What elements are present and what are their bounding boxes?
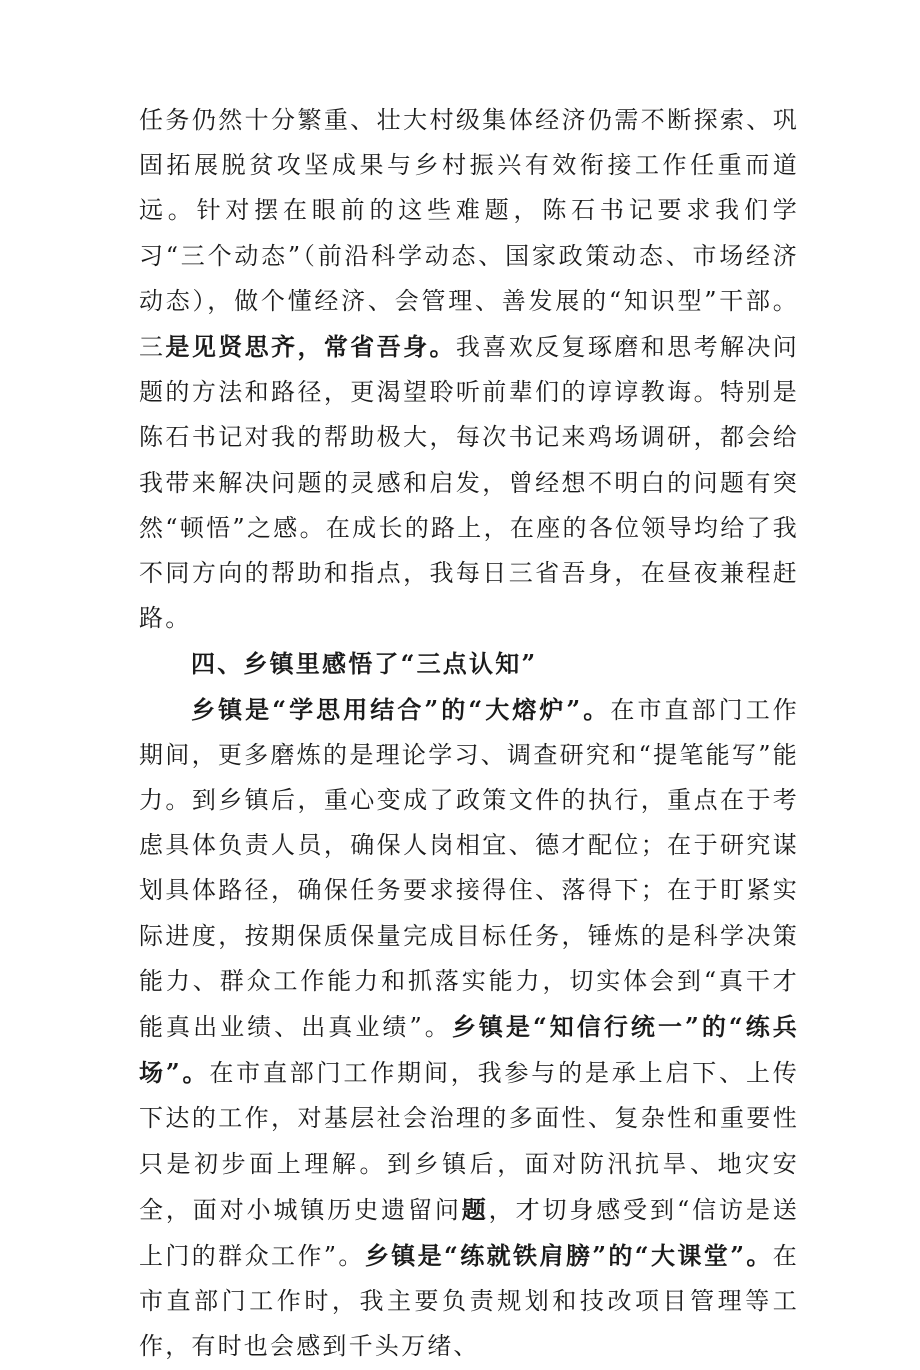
bold-text-run: 乡镇是“知信行统一”的“练兵场”。 <box>139 1012 800 1088</box>
bold-text-run: 是见贤思齐，常省吾身。 <box>165 332 456 362</box>
bold-text-run: 乡镇是“学思用结合”的“大熔炉”。 <box>191 694 611 724</box>
text-run: 在市直部门工作期间，我参与的是承上启下、上传下达的工作，对基层社会治理的多面性、复杂性和重要性只是初步面上理解。到乡镇后，面对防汛抗旱、地灾安全，面对小城镇历史遗留问 <box>139 1059 799 1224</box>
paragraph-three-insights <box>139 687 799 1370</box>
bold-text-run: 乡镇是“练就铁肩膀”的“大课堂”。 <box>364 1241 773 1271</box>
text-run: 任务仍然十分繁重、壮大村级集体经济仍需不断探索、巩固拓展脱贫攻坚成果与乡村振兴有效衔接工作任重而道远。针对摆在眼前的这些难题，陈石书记要求我们学习“三个动态”（前沿科学动态、国家政策动态、市场经济动态），做个懂经济、会管理、善发展的“知识型”干部。三 <box>139 106 799 362</box>
bold-text-run: 题 <box>461 1194 489 1224</box>
text-run: 我喜欢反复琢磨和思考解决问题的方法和路径，更渴望聆听前辈们的谆谆教诲。特别是陈石书记对我的帮助极大，每次书记来鸡场调研，都会给我带来解决问题的灵感和启发，曾经想不明白的问题有突然“顿悟”之感。在成长的路上，在座的各位领导均给了我不同方向的帮助和指点，我每日三省吾身，在昼夜兼程赶路。 <box>139 333 799 633</box>
section-heading: 四、乡镇里感悟了“三点认知” <box>191 649 538 679</box>
text-run: 在市直部门工作期间，更多磨炼的是理论学习、调查研究和“提笔能写”能力。到乡镇后，重心变成了政策文件的执行，重点在于考虑具体负责人员，确保人岗相宜、德才配位；在于研究谋划具体路径，确保任务要求接得住、落得下；在于盯紧实际进度，按期保质保量完成目标任务，锤炼的是科学决策能力、群众工作能力和抓落实能力，切实体会到“真干才能真出业绩、出真业绩”。 <box>139 695 799 1042</box>
document-body <box>139 98 799 1370</box>
text-run: ，才切身感受到“信访是送上门的群众工作”。 <box>139 1195 800 1271</box>
paragraph-continued <box>139 98 799 641</box>
text-run: 在市直部门工作时，我主要负责规划和技改项目管理等工作，有时也会感到千头万绪、 <box>139 1242 799 1361</box>
